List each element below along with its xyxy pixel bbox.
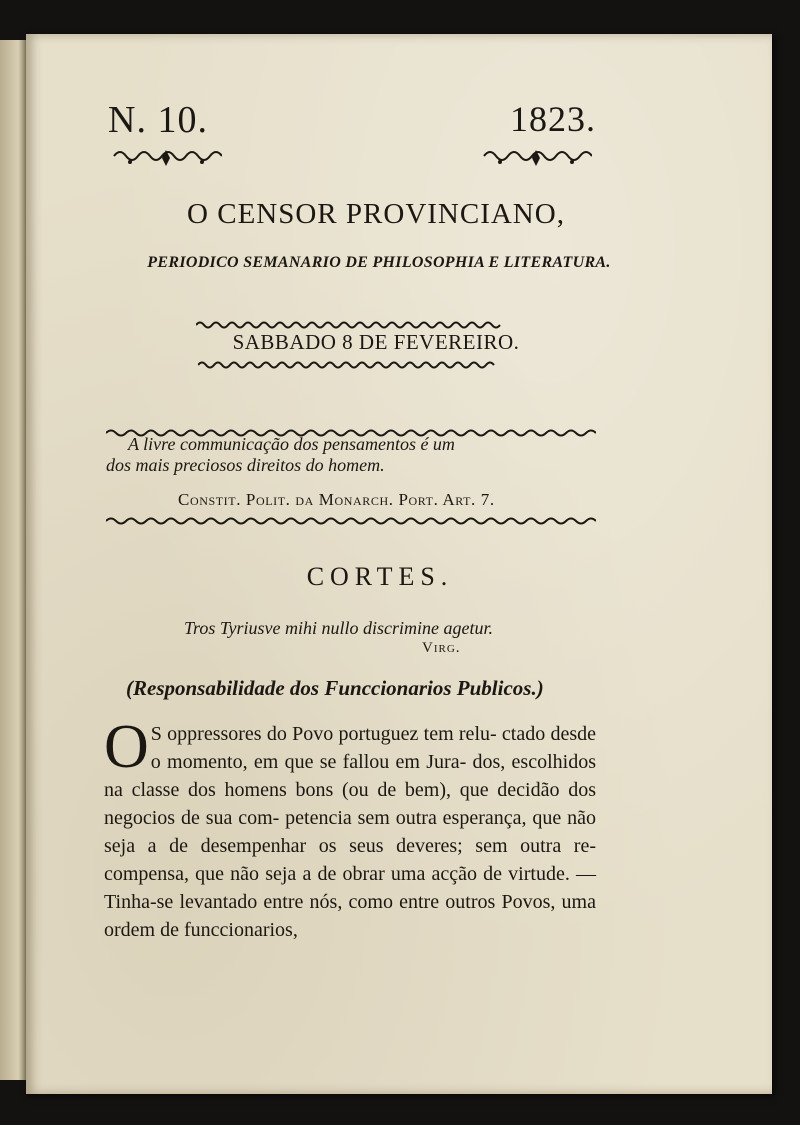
masthead-row xyxy=(108,98,596,148)
article-body xyxy=(104,713,596,944)
adjacent-page-edge xyxy=(0,40,26,1080)
epigraph: Tros Tyriusve mihi nullo discrimine agetur. xyxy=(184,618,494,638)
motto xyxy=(106,434,596,476)
drop-cap: O xyxy=(104,713,149,781)
issue-year: 1823. xyxy=(510,99,596,139)
epigraph-source: Virg. xyxy=(422,640,461,656)
wavy-rule-icon xyxy=(198,360,498,370)
newspaper-page xyxy=(26,34,772,1094)
newspaper-subtitle: PERIODICO SEMANARIO DE PHILOSOPHIA E LITERATURA. xyxy=(147,254,611,271)
section-heading: (Responsabilidade dos Funccionarios Publicos.) xyxy=(126,676,544,700)
article-text: S oppressores do Povo portuguez tem relu- ctado desde o momento, em que se fallou em Jura- dos, escolhidos na classe dos homens bons (ou de bem), que decidão dos negocios de sua com- petencia sem outra esperança, que não seja a de desempenhar os seus deveres; sem outra re- compensa, que não seja a de obrar uma acção de virtude. — Tinha-se levantado entre nós, como entre outros Povos, uma ordem de funccionarios, xyxy=(104,723,596,941)
newspaper-title: O CENSOR PROVINCIANO, xyxy=(187,198,565,230)
issue-date: SABBADO 8 DE FEVEREIRO. xyxy=(232,330,520,354)
ornament-left-icon xyxy=(110,146,222,168)
wavy-rule-icon xyxy=(106,516,596,526)
ornament-right-icon xyxy=(480,146,592,168)
motto-line-1: A livre communicação dos pensamentos é um xyxy=(128,434,455,454)
section-title: CORTES. xyxy=(306,562,454,591)
motto-attribution: Constit. Polit. da Monarch. Port. Art. 7. xyxy=(178,490,495,509)
issue-number: N. 10. xyxy=(108,99,208,141)
motto-line-2: dos mais preciosos direitos do homem. xyxy=(106,455,385,475)
wavy-rule-icon xyxy=(196,320,502,330)
